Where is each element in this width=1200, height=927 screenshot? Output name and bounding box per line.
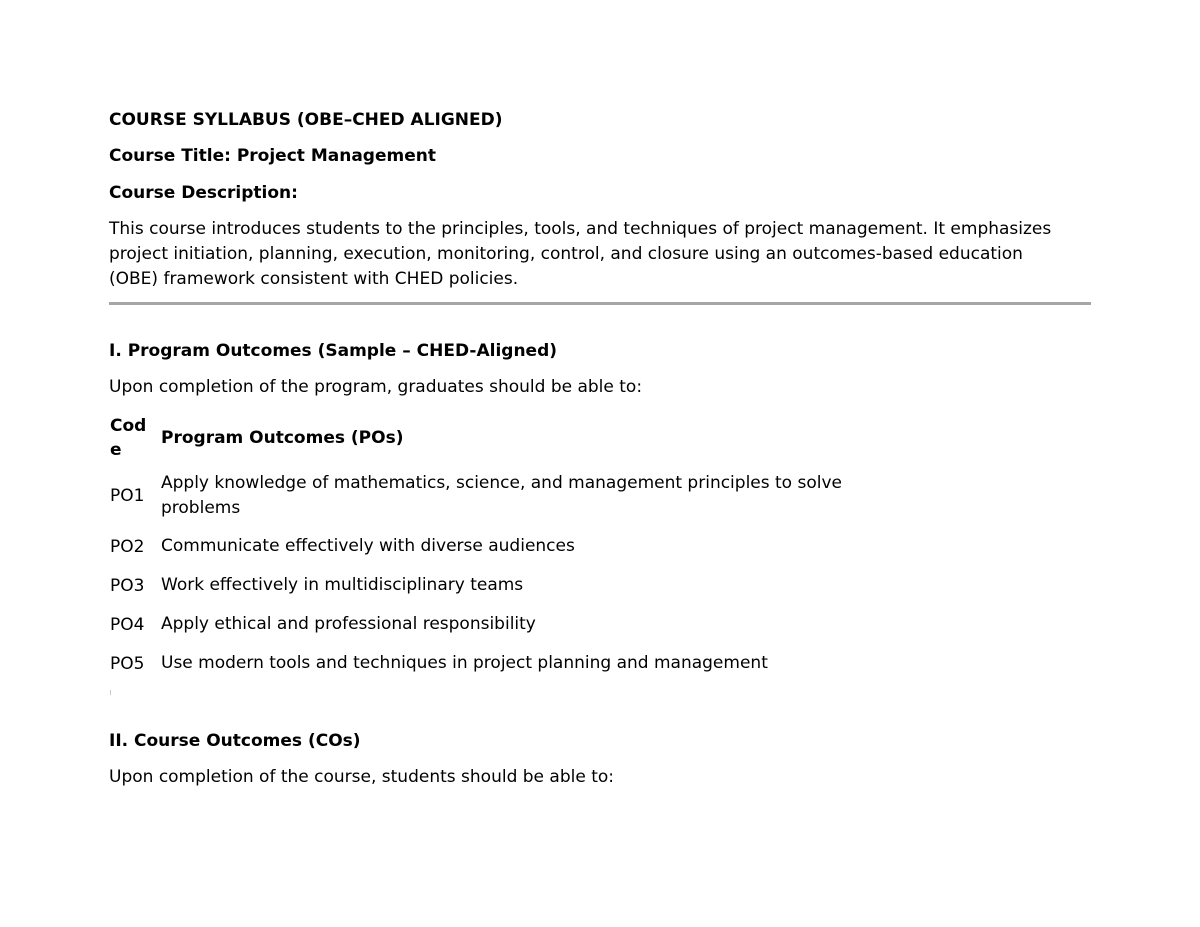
- po-code-cell: PO5: [110, 653, 145, 674]
- code-column-header: Code: [110, 416, 147, 460]
- course-title: Course Title: Project Management: [109, 146, 436, 166]
- table-row: [109, 605, 849, 644]
- document-title: COURSE SYLLABUS (OBE–CHED ALIGNED): [109, 110, 503, 130]
- program-outcomes-table: [109, 412, 849, 683]
- table-row: [109, 464, 849, 527]
- po-code-cell: PO4: [110, 614, 145, 635]
- table-row: [109, 644, 849, 683]
- course-description-text: This course introduces students to the principles, tools, and techniques of project management. It emphasizes project initiation, planning, execution, monitoring, control, and closure using an outcomes-based education (OBE) framework consistent with CHED policies.: [109, 219, 1052, 289]
- course-outcomes-heading: II. Course Outcomes (COs): [109, 731, 361, 751]
- course-description-heading: Course Description:: [109, 183, 298, 203]
- po-outcome-cell: Apply ethical and professional responsibility: [161, 614, 536, 634]
- table-row: [109, 527, 849, 566]
- po-outcome-cell: Work effectively in multidisciplinary teams: [161, 575, 524, 595]
- po-outcome-cell: Apply knowledge of mathematics, science, and management principles to solve problems: [161, 472, 842, 518]
- table-header-row: [109, 412, 849, 464]
- po-outcome-cell: Use modern tools and techniques in project planning and management: [161, 653, 768, 673]
- course-outcomes-intro: Upon completion of the course, students should be able to:: [109, 767, 615, 787]
- po-outcome-cell: Communicate effectively with diverse audiences: [161, 536, 575, 556]
- po-code-cell: PO3: [110, 575, 145, 596]
- table-row: [109, 566, 849, 605]
- po-code-cell: PO2: [110, 536, 145, 557]
- po-code-cell: PO1: [110, 485, 145, 506]
- section-divider: [109, 302, 1091, 305]
- outcome-column-header: Program Outcomes (POs): [161, 427, 404, 448]
- program-outcomes-intro: Upon completion of the program, graduates should be able to:: [109, 377, 643, 397]
- table-edge-mark: [110, 690, 111, 695]
- program-outcomes-heading: I. Program Outcomes (Sample – CHED-Aligned): [109, 341, 558, 361]
